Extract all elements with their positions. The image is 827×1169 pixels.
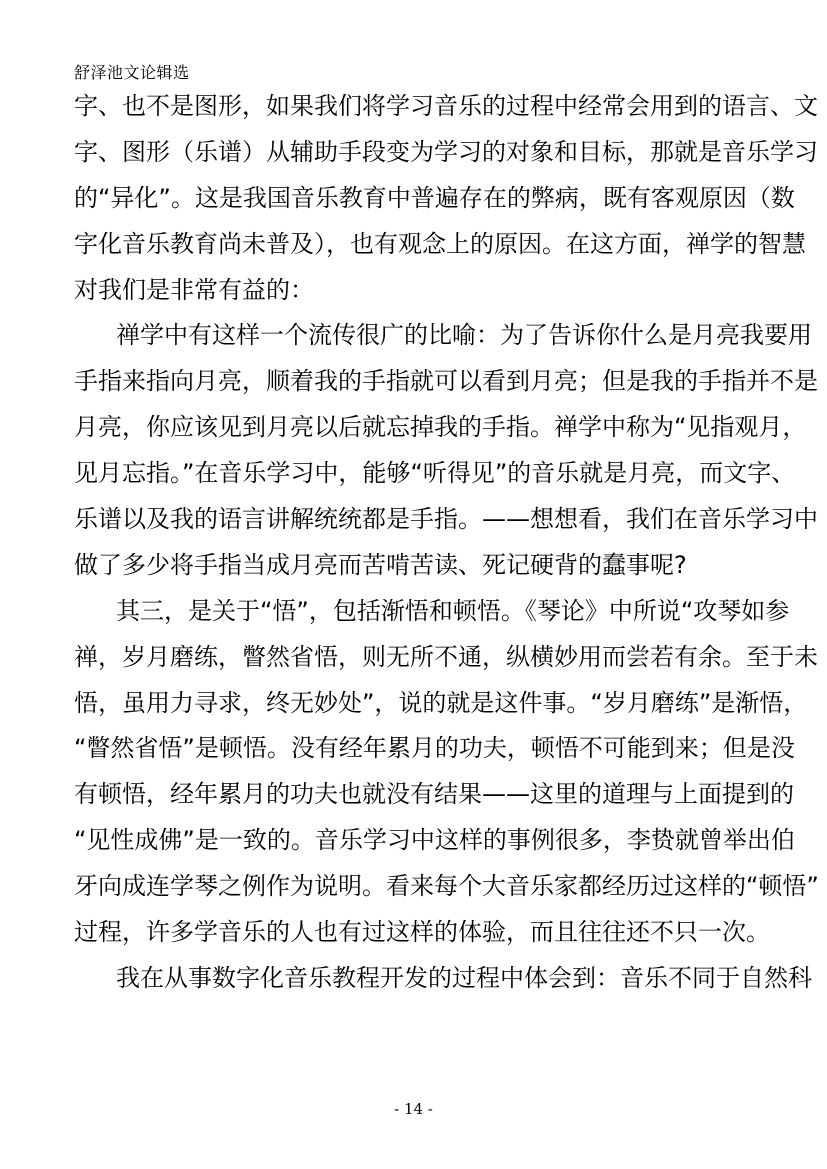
text-line: 字、图形（乐谱）从辅助手段变为学习的对象和目标，那就是音乐学习 (74, 137, 818, 166)
running-header: 舒泽池文论辑选 (74, 63, 190, 82)
body-text (74, 84, 819, 1002)
text-line: 的“异化”。这是我国音乐教育中普遍存在的弊病，既有客观原因（数 (74, 183, 795, 212)
text-line: 悟，虽用力寻求，终无妙处”，说的就是这件事。“岁月磨练”是渐悟， (74, 688, 808, 717)
page-number: - 14 - (394, 1100, 433, 1118)
text-line: 禅学中有这样一个流传很广的比喻：为了告诉你什么是月亮我要用 (116, 321, 812, 350)
text-line: 乐谱以及我的语言讲解统统都是手指。——想想看，我们在音乐学习中 (74, 505, 818, 534)
text-line: 禅，岁月磨练，瞥然省悟，则无所不通，纵横妙用而尝若有余。至于未 (74, 642, 818, 671)
text-line: 牙向成连学琴之例作为说明。看来每个大音乐家都经历过这样的“顿悟” (74, 872, 819, 901)
text-line: 其三，是关于“悟”，包括渐悟和顿悟。《琴论》中所说“攻琴如参 (116, 596, 790, 625)
text-line: 见月忘指。”在音乐学习中，能够“听得见”的音乐就是月亮，而文字、 (74, 459, 796, 488)
text-line: 手指来指向月亮，顺着我的手指就可以看到月亮；但是我的手指并不是 (74, 367, 818, 396)
text-line: 对我们是非常有益的： (74, 275, 314, 304)
text-line: 字、也不是图形，如果我们将学习音乐的过程中经常会用到的语言、文 (74, 92, 818, 120)
text-line: “见性成佛”是一致的。音乐学习中这样的事例很多，李贽就曾举出伯 (74, 826, 795, 855)
text-line: 做了多少将手指当成月亮而苦啃苦读、死记硬背的蠢事呢? (74, 550, 687, 579)
text-line: 月亮，你应该见到月亮以后就忘掉我的手指。禅学中称为“见指观月， (74, 413, 807, 442)
text-line: “瞥然省悟”是顿悟。没有经年累月的功夫，顿悟不可能到来；但是没 (74, 734, 795, 763)
text-line: 有顿悟，经年累月的功夫也就没有结果——这里的道理与上面提到的 (74, 780, 794, 809)
text-line: 字化音乐教育尚未普及），也有观念上的原因。在这方面，禅学的智慧 (74, 229, 806, 258)
text-line: 过程，许多学音乐的人也有过这样的体验，而且往往还不只一次。 (74, 918, 770, 947)
text-line: 我在从事数字化音乐教程开发的过程中体会到：音乐不同于自然科 (116, 963, 812, 992)
